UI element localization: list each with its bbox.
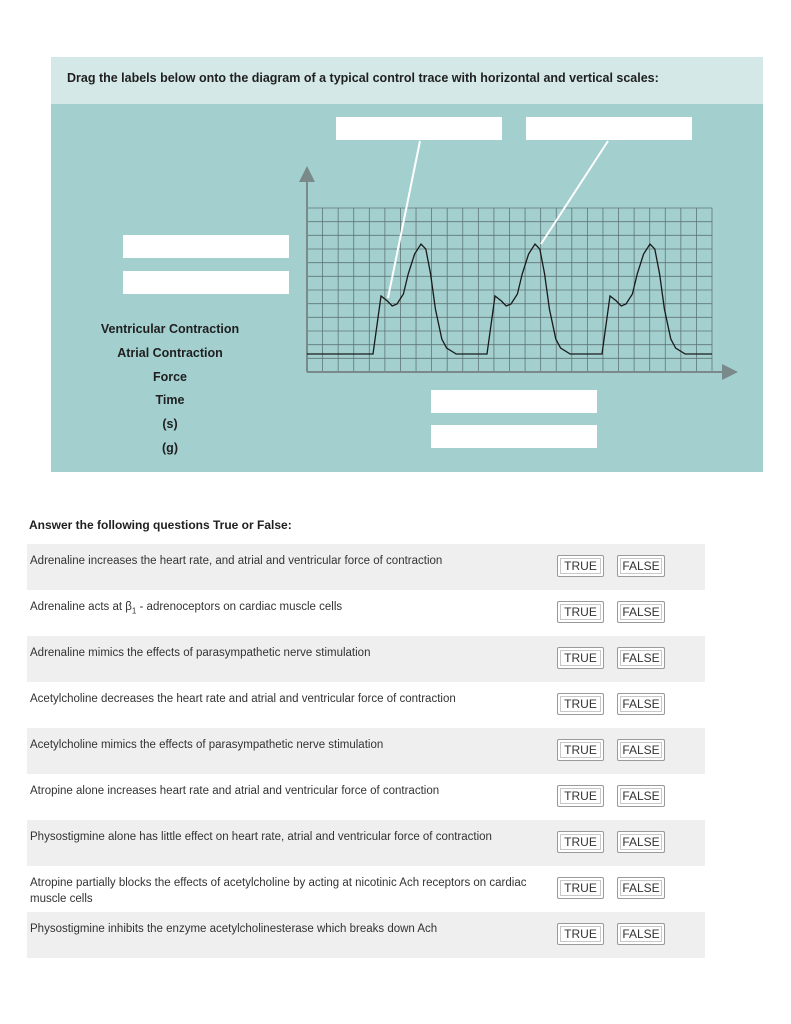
question-row (27, 866, 705, 912)
drop-target-ventricular-peak[interactable] (526, 117, 692, 140)
question-text-main: Adrenaline mimics the effects of parasympathetic nerve stimulation (30, 647, 371, 659)
diagram-instruction: Drag the labels below onto the diagram of a typical control trace with horizontal and vertical scales: (67, 71, 659, 85)
false-button[interactable]: FALSE (617, 693, 665, 715)
trace-grid (307, 208, 712, 372)
draggable-label-force[interactable]: Force (152, 370, 188, 384)
quiz-title: Answer the following questions True or False: (29, 518, 292, 532)
drop-target-x-axis-name[interactable] (431, 390, 597, 413)
false-button[interactable]: FALSE (617, 739, 665, 761)
question-row (27, 590, 705, 636)
question-text-main: Adrenaline acts at β (30, 601, 132, 613)
question-text-rest: - adrenoceptors on cardiac muscle cells (136, 601, 343, 613)
drop-target-y-axis-unit[interactable] (123, 271, 289, 294)
true-button[interactable]: TRUE (557, 739, 604, 761)
question-text (30, 553, 530, 569)
drop-target-x-axis-unit[interactable] (431, 425, 597, 448)
question-row (27, 774, 705, 820)
question-text-main: Acetylcholine decreases the heart rate and atrial and ventricular force of contraction (30, 693, 456, 705)
pointer-line-left (388, 141, 420, 298)
true-button[interactable]: TRUE (557, 601, 604, 623)
draggable-label-ventricular-contraction[interactable]: Ventricular Contraction (100, 322, 240, 336)
question-row (27, 636, 705, 682)
question-text (30, 691, 530, 707)
question-text (30, 737, 530, 753)
false-button[interactable]: FALSE (617, 647, 665, 669)
true-button[interactable]: TRUE (557, 647, 604, 669)
true-button[interactable]: TRUE (557, 831, 604, 853)
false-button[interactable]: FALSE (617, 831, 665, 853)
question-text (30, 829, 530, 845)
question-text (30, 599, 530, 619)
true-button[interactable]: TRUE (557, 693, 604, 715)
question-text (30, 783, 530, 799)
question-text (30, 875, 530, 907)
draggable-label-time[interactable]: Time (155, 393, 185, 407)
question-text-main: Atropine partially blocks the effects of acetylcholine by acting at nicotinic Ach receptors on cardiac muscle cells (30, 877, 527, 905)
true-button[interactable]: TRUE (557, 785, 604, 807)
false-button[interactable]: FALSE (617, 555, 665, 577)
false-button[interactable]: FALSE (617, 601, 665, 623)
true-button[interactable]: TRUE (557, 877, 604, 899)
question-text-subscript: 1 (131, 606, 137, 616)
draggable-label-grams[interactable]: (g) (162, 441, 178, 455)
false-button[interactable]: FALSE (617, 785, 665, 807)
question-row (27, 544, 705, 590)
false-button[interactable]: FALSE (617, 923, 665, 945)
question-row (27, 820, 705, 866)
false-button[interactable]: FALSE (617, 877, 665, 899)
question-text (30, 645, 530, 661)
question-text-main: Acetylcholine mimics the effects of parasympathetic nerve stimulation (30, 739, 384, 751)
true-button[interactable]: TRUE (557, 555, 604, 577)
draggable-label-atrial-contraction[interactable]: Atrial Contraction (117, 346, 223, 360)
drop-target-atrial-peak[interactable] (336, 117, 502, 140)
drop-target-y-axis-name[interactable] (123, 235, 289, 258)
question-row (27, 912, 705, 958)
question-text-main: Adrenaline increases the heart rate, and atrial and ventricular force of contraction (30, 555, 443, 567)
true-button[interactable]: TRUE (557, 923, 604, 945)
question-text-main: Physostigmine inhibits the enzyme acetylcholinesterase which breaks down Ach (30, 923, 438, 935)
draggable-label-seconds[interactable]: (s) (162, 417, 178, 431)
question-text-main: Physostigmine alone has little effect on heart rate, atrial and ventricular force of contraction (30, 831, 492, 843)
question-text (30, 921, 530, 937)
pointer-line-right (541, 141, 608, 244)
question-text-main: Atropine alone increases heart rate and atrial and ventricular force of contraction (30, 785, 440, 797)
question-row (27, 682, 705, 728)
question-row (27, 728, 705, 774)
